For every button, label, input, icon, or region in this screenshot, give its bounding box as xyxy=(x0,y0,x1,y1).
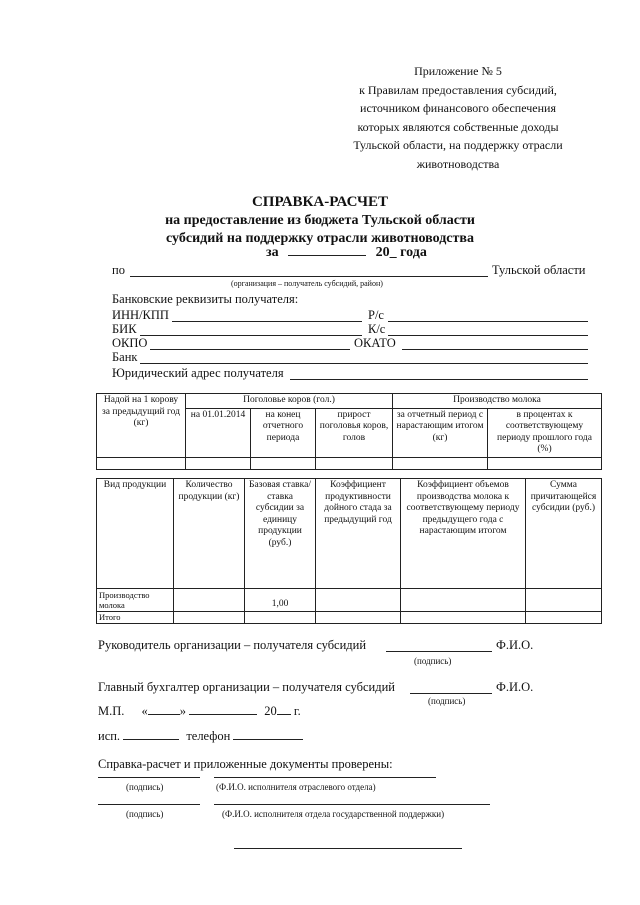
address-label: Юридический адрес получателя xyxy=(112,366,284,380)
col-yield-per-cow: Надой на 1 корову за предыдущий год (кг) xyxy=(97,394,186,458)
period-line xyxy=(266,245,427,261)
support-fio-field[interactable] xyxy=(214,804,490,805)
col-base-rate: Базовая ставка/ ставка субсидии за единицу продукции (руб.) xyxy=(245,479,316,589)
appendix-line: животноводства xyxy=(416,156,500,171)
mp-date-line xyxy=(98,704,301,719)
month-field[interactable] xyxy=(189,714,257,715)
table2-cell[interactable] xyxy=(526,612,602,624)
address-field[interactable] xyxy=(290,379,588,380)
okato-field[interactable] xyxy=(402,349,588,350)
period-prefix: за xyxy=(266,245,279,260)
org-field[interactable] xyxy=(130,276,488,277)
bank-name-label: Банк xyxy=(112,350,138,364)
table1-cell[interactable] xyxy=(488,457,602,469)
appendix-line: к Правилам предоставления субсидий, xyxy=(359,82,557,97)
year-field[interactable] xyxy=(277,714,291,715)
table1-cell[interactable] xyxy=(186,457,251,469)
row-milk-rate: 1,00 xyxy=(245,589,316,612)
inn-field[interactable] xyxy=(172,321,362,322)
bottom-rule xyxy=(234,848,462,849)
appendix-line: источником финансового обеспечения xyxy=(360,101,556,116)
phone-label: телефон xyxy=(186,729,231,743)
ks-field[interactable] xyxy=(388,335,588,336)
org-region-suffix: Тульской области xyxy=(492,263,586,277)
phone-field[interactable] xyxy=(233,739,303,740)
industry-sign-hint: (подпись) xyxy=(126,782,164,792)
bik-label: БИК xyxy=(112,322,137,336)
herd-milk-table xyxy=(96,393,602,470)
okpo-field[interactable] xyxy=(150,349,350,350)
industry-sign-field[interactable] xyxy=(98,777,200,778)
col-herd-end: на конец отчетного периода xyxy=(251,408,316,457)
year-prefix: 20 xyxy=(264,704,277,718)
col-milk-percent: в процентах к соответствующему периоду прошлого года (%) xyxy=(488,408,602,457)
rs-label: Р/с xyxy=(368,308,384,322)
appendix-block xyxy=(330,62,586,174)
head-fio: Ф.И.О. xyxy=(496,638,534,652)
bank-name-field[interactable] xyxy=(140,363,588,364)
accountant-label: Главный бухгалтер организации – получателя субсидий xyxy=(98,680,395,694)
table2-cell[interactable] xyxy=(401,612,526,624)
title-line3: субсидий на поддержку отрасли животноводства xyxy=(166,231,474,246)
org-by-label: по xyxy=(112,263,125,277)
col-herd-start: на 01.01.2014 xyxy=(186,408,251,457)
executor-line xyxy=(98,729,303,744)
year-suffix: г. xyxy=(293,704,301,718)
inn-label: ИНН/КПП xyxy=(112,308,169,322)
support-fio-hint: (Ф.И.О. исполнителя отдела государственной поддержки) xyxy=(222,809,445,819)
okpo-label: ОКПО xyxy=(112,336,148,350)
ks-label: К/с xyxy=(368,322,386,336)
title-main: СПРАВКА-РАСЧЕТ xyxy=(251,194,389,210)
col-milk-period: за отчетный период с нарастающим итогом (кг) xyxy=(393,408,488,457)
support-sign-field[interactable] xyxy=(98,804,200,805)
table1-cell[interactable] xyxy=(393,457,488,469)
document-title xyxy=(100,193,540,248)
accountant-sign-hint: (подпись) xyxy=(428,696,466,706)
table2-cell[interactable] xyxy=(245,612,316,624)
date-open: « xyxy=(141,704,148,718)
period-blank[interactable] xyxy=(288,255,366,256)
col-herd-growth: прирост поголовья коров, голов xyxy=(316,408,393,457)
bank-heading: Банковские реквизиты получателя: xyxy=(112,292,299,306)
rs-field[interactable] xyxy=(388,321,588,322)
table1-cell[interactable] xyxy=(97,457,186,469)
support-sign-hint: (подпись) xyxy=(126,809,164,819)
col-product-type: Вид продукции xyxy=(97,479,174,589)
mp-label: М.П. xyxy=(98,704,125,718)
col-productivity-coef: Коэффициент продуктивности дойного стада за предыдущий год xyxy=(316,479,401,589)
table1-cell[interactable] xyxy=(251,457,316,469)
executor-field[interactable] xyxy=(123,739,179,740)
table2-cell[interactable] xyxy=(316,589,401,612)
bik-field[interactable] xyxy=(140,335,362,336)
title-line2: на предоставление из бюджета Тульской области xyxy=(165,213,475,228)
day-field[interactable] xyxy=(148,714,180,715)
okato-label: ОКАТО xyxy=(354,336,396,350)
subsidy-calc-table xyxy=(96,478,602,624)
table2-cell[interactable] xyxy=(526,589,602,612)
accountant-sign-field[interactable] xyxy=(410,693,492,694)
industry-fio-hint: (Ф.И.О. исполнителя отраслевого отдела) xyxy=(216,782,376,792)
row-total-label: Итого xyxy=(97,612,174,624)
row-milk-label: Производство молока xyxy=(97,589,174,612)
date-close: » xyxy=(179,704,187,718)
table2-cell[interactable] xyxy=(316,612,401,624)
group-herd: Поголовье коров (гол.) xyxy=(186,394,393,409)
head-sign-field[interactable] xyxy=(386,651,492,652)
table2-cell[interactable] xyxy=(174,612,245,624)
accountant-fio: Ф.И.О. xyxy=(496,680,534,694)
col-subsidy-sum: Сумма причитающейся субсидии (руб.) xyxy=(526,479,602,589)
org-hint: (организация – получатель субсидий, район) xyxy=(231,279,383,288)
industry-fio-field[interactable] xyxy=(214,777,436,778)
executor-label: исп. xyxy=(98,729,121,743)
checked-label: Справка-расчет и приложенные документы проверены: xyxy=(98,757,393,771)
appendix-line: Тульской области, на поддержку отрасли xyxy=(353,138,563,153)
table1-cell[interactable] xyxy=(316,457,393,469)
period-year: 20_ года xyxy=(375,245,427,260)
table2-cell[interactable] xyxy=(401,589,526,612)
appendix-line: которых являются собственные доходы xyxy=(357,119,559,134)
col-quantity: Количество продукции (кг) xyxy=(174,479,245,589)
group-milk: Производство молока xyxy=(393,394,602,409)
table2-cell[interactable] xyxy=(174,589,245,612)
head-sign-hint: (подпись) xyxy=(414,656,452,666)
appendix-line: Приложение № 5 xyxy=(414,64,502,78)
col-volume-coef: Коэффициент объемов производства молока к соответствующему периоду предыдущего года с нарастающим итогом xyxy=(401,479,526,589)
head-label: Руководитель организации – получателя субсидий xyxy=(98,638,367,652)
